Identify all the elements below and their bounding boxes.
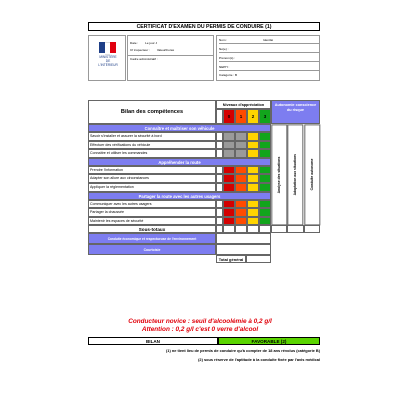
level-cell-3[interactable] — [259, 208, 271, 217]
subtotal-autonomy-cell — [287, 225, 303, 233]
bilan-label: BILAN — [88, 337, 218, 345]
level-cell-2[interactable] — [247, 132, 259, 141]
level-cell-2[interactable] — [247, 141, 259, 150]
french-flag-icon — [99, 42, 116, 53]
row-spacer — [216, 208, 223, 217]
subtotal-autonomy-cell — [271, 225, 287, 233]
level-cell-0[interactable] — [223, 149, 235, 158]
level-cell-3[interactable] — [259, 149, 271, 158]
footnote-1: (1) ne tient lieu de permis de conduire qu'à compter de 18 ans révolus (catégorie B) — [166, 348, 320, 353]
exam-identification-box — [127, 35, 214, 81]
total-general-label: Total général — [216, 255, 246, 263]
logo-text-line: MINISTÈRE — [99, 55, 117, 59]
courtesy-row: Courtoisie — [88, 244, 216, 255]
autonomie-title: Autonomie conscience du risque — [271, 100, 320, 124]
section-header: Connaître et maîtriser son véhicule — [88, 124, 271, 132]
total-general-value — [246, 255, 271, 263]
level-spacer — [216, 109, 223, 124]
alcohol-notice-line-1: Conducteur novice : seuil d'alcoolémie à 0,2 g/l — [128, 318, 272, 325]
section-header: Partager la route avec les autres usagers — [88, 192, 271, 200]
level-cell-2[interactable] — [247, 217, 259, 226]
competence-grid — [88, 100, 320, 275]
footnote-2: (2) sous réserve de l'aptitude à la conduite fixée par l'avis médical — [198, 357, 320, 362]
alcohol-notice-line-2: Attention : 0,2 g/l c'est 0 verre d'alcool — [141, 326, 259, 333]
id-divider — [128, 55, 214, 56]
row-spacer — [216, 217, 223, 226]
level-header-2: 2 — [247, 109, 259, 124]
level-cell-0[interactable] — [223, 141, 235, 150]
candidate-name-row — [219, 38, 319, 44]
candidate-info-box — [216, 35, 320, 81]
exam-date-row — [130, 41, 213, 46]
eco-driving-row: Conduite économique et respectueuse de l'environnement — [88, 233, 216, 244]
subtotal-cell — [247, 225, 259, 233]
eco-driving-value[interactable] — [216, 233, 271, 244]
row-spacer — [216, 141, 223, 150]
inspector-label: Cf inspecteur : — [130, 48, 150, 52]
row-spacer — [216, 132, 223, 141]
level-cell-0[interactable] — [223, 183, 235, 192]
candidate-birth-row: Né(e) : — [219, 47, 319, 53]
competence-row-label: Communiquer avec les autres usagers — [88, 200, 216, 209]
section-header: Appréhender la route — [88, 158, 271, 166]
ministry-logo — [88, 35, 126, 81]
level-cell-0[interactable] — [223, 208, 235, 217]
competence-row-label: Savoir s'installer et assurer la sécurité à bord — [88, 132, 216, 141]
level-cell-0[interactable] — [223, 132, 235, 141]
level-cell-0[interactable] — [223, 200, 235, 209]
identity-label: Identité — [263, 38, 274, 42]
competence-row-label: Maintenir les espaces de sécurité — [88, 217, 216, 226]
autonomy-column-3: Conduite autonome — [304, 124, 320, 225]
certificate-title: CERTIFICAT D'EXAMEN DU PERMIS DE CONDUIRE (1) — [88, 22, 320, 31]
competence-row-label: Connaître et utiliser les commandes — [88, 149, 216, 158]
level-cell-2[interactable] — [247, 208, 259, 217]
level-cell-1[interactable] — [235, 149, 247, 158]
level-cell-0[interactable] — [223, 217, 235, 226]
autonomy-column-1: Analyse des situations — [271, 124, 287, 225]
logo-text-line: L'INTÉRIEUR — [98, 63, 118, 67]
subtotal-cell — [223, 225, 235, 233]
level-cell-0[interactable] — [223, 174, 235, 183]
row-spacer — [216, 149, 223, 158]
row-spacer — [216, 183, 223, 192]
inspector-row — [130, 48, 213, 53]
level-cell-2[interactable] — [247, 174, 259, 183]
exam-date-value: Le jour J — [145, 41, 158, 45]
result-favorable: FAVORABLE (2) — [218, 337, 320, 345]
level-cell-1[interactable] — [235, 141, 247, 150]
level-cell-1[interactable] — [235, 174, 247, 183]
level-cell-2[interactable] — [247, 200, 259, 209]
autonomy-column-2: Adaptation aux situations — [287, 124, 303, 225]
courtesy-value[interactable] — [216, 244, 271, 255]
candidate-name-label: Nom : — [219, 38, 228, 42]
level-cell-1[interactable] — [235, 200, 247, 209]
candidate-neph-row: NEPH : — [219, 65, 319, 71]
level-cell-3[interactable] — [259, 174, 271, 183]
logo-text-line: DE — [105, 59, 111, 63]
subtotal-spacer — [216, 225, 223, 233]
level-header-0: 0 — [223, 109, 235, 124]
competence-row-label: Prendre l'information — [88, 166, 216, 175]
competence-row-label: Appliquer la réglementation — [88, 183, 216, 192]
level-header-1: 1 — [235, 109, 247, 124]
candidate-firstname-row: Prénom(s) : — [219, 56, 319, 62]
bilan-title: Bilan des compétences — [88, 100, 216, 124]
sous-totaux-label: Sous-totaux — [88, 225, 216, 233]
admin-frame-label: Cadre administratif : — [130, 57, 158, 61]
row-spacer — [216, 166, 223, 175]
level-cell-2[interactable] — [247, 149, 259, 158]
level-cell-1[interactable] — [235, 132, 247, 141]
subtotal-autonomy-cell — [304, 225, 320, 233]
license-category: Catégorie : B — [219, 73, 238, 77]
row-spacer — [216, 174, 223, 183]
competence-row-label: Partager la chaussée — [88, 208, 216, 217]
competence-row-label: Adapter son allure aux circonstances — [88, 174, 216, 183]
subtotal-cell — [235, 225, 247, 233]
level-cell-2[interactable] — [247, 166, 259, 175]
level-cell-3[interactable] — [259, 166, 271, 175]
level-header-3: 3 — [259, 109, 271, 124]
level-cell-3[interactable] — [259, 132, 271, 141]
level-cell-1[interactable] — [235, 208, 247, 217]
exam-date-label: Date : — [130, 41, 139, 45]
row-spacer — [216, 200, 223, 209]
level-cell-1[interactable] — [235, 166, 247, 175]
level-cell-3[interactable] — [259, 141, 271, 150]
level-cell-1[interactable] — [235, 217, 247, 226]
level-cell-1[interactable] — [235, 183, 247, 192]
level-cell-3[interactable] — [259, 183, 271, 192]
level-cell-3[interactable] — [259, 200, 271, 209]
subtotal-cell — [259, 225, 271, 233]
inspector-value: Valeurthorax — [156, 48, 175, 52]
level-cell-3[interactable] — [259, 217, 271, 226]
levels-title: Niveaux d'appréciation — [216, 100, 271, 109]
level-cell-0[interactable] — [223, 166, 235, 175]
level-cell-2[interactable] — [247, 183, 259, 192]
competence-row-label: Effectuer des vérifications du véhicule — [88, 141, 216, 150]
